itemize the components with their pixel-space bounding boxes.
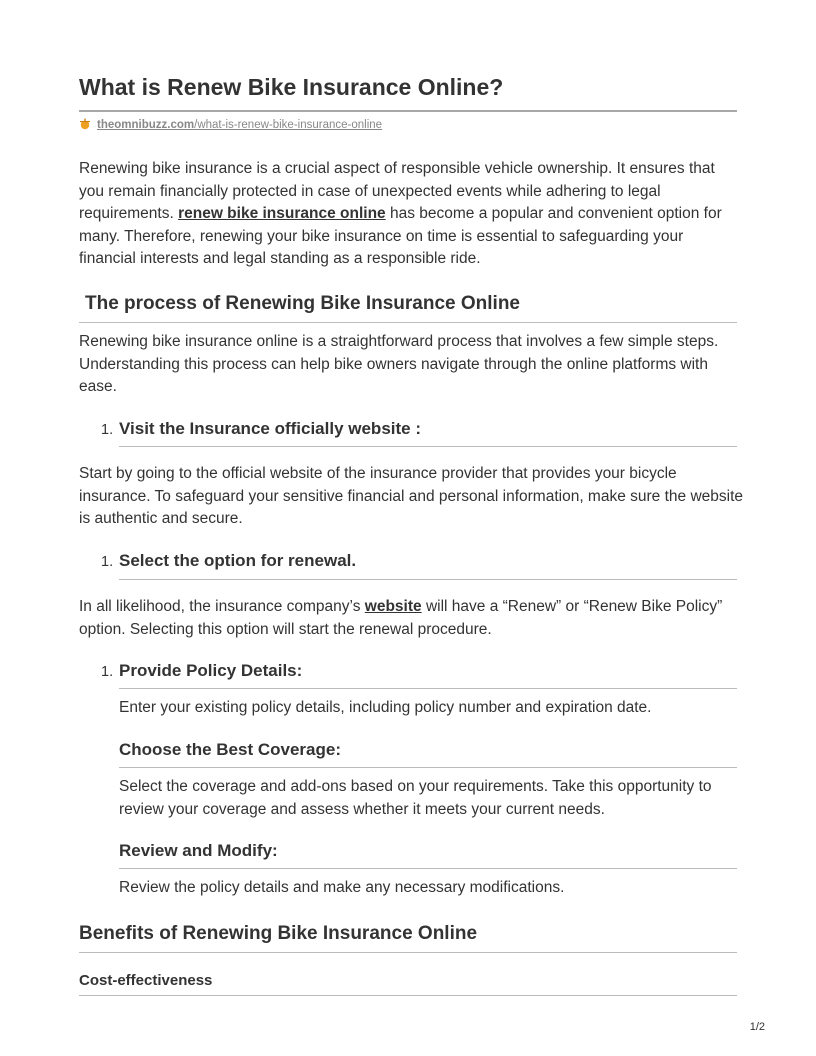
source-domain[interactable]: theomnibuzz.com (97, 119, 195, 131)
step-3-heading: Provide Policy Details: (119, 661, 303, 680)
source-path[interactable]: /what-is-renew-bike-insurance-online (194, 119, 383, 131)
substep-review-paragraph: Review the policy details and make any necessary modifications. (119, 879, 565, 896)
step-1-heading: Visit the Insurance officially website : (119, 419, 421, 438)
step-1-divider (119, 446, 737, 447)
step-2-heading: Select the option for renewal. (119, 551, 357, 570)
substep-coverage-heading: Choose the Best Coverage: (119, 740, 341, 759)
benefits-divider (79, 952, 737, 953)
benefits-heading: Benefits of Renewing Bike Insurance Online (79, 923, 478, 944)
page-number: 1/2 (749, 1021, 765, 1033)
source-link[interactable] (79, 118, 382, 131)
intro-text-end: has become a popular and convenient option for many. Therefore, renewing your bike insurance on time is essential to safeguarding your financial interests and legal standing as a responsible ride. (79, 205, 722, 268)
page-title: What is Renew Bike Insurance Online? (79, 74, 504, 100)
step-1-paragraph: Start by going to the official website of the insurance provider that provides your bicycle insurance. To safeguard your sensitive financial and personal information, make sure the website is authentic and secure. (79, 465, 744, 528)
step-3-number: 1. (101, 664, 114, 680)
renew-bike-insurance-link[interactable]: renew bike insurance online (178, 205, 386, 223)
substep-coverage-paragraph: Select the coverage and add-ons based on your requirements. Take this opportunity to review your coverage and assess whether it meets your current needs. (119, 778, 712, 818)
step-1-number: 1. (101, 422, 114, 438)
process-divider (79, 322, 737, 323)
step-2-divider (119, 579, 737, 580)
step-2-paragraph (79, 596, 744, 641)
step-2-text-end: will have a “Renew” or “Renew Bike Policy” option. Selecting this option will start the renewal procedure. (79, 598, 723, 638)
site-favicon-icon (79, 118, 91, 130)
process-heading: The process of Renewing Bike Insurance Online (85, 293, 520, 314)
website-link[interactable]: website (364, 598, 422, 615)
cost-effectiveness-heading: Cost-effectiveness (79, 972, 213, 989)
substep-review-divider (119, 868, 737, 869)
substep-review-heading: Review and Modify: (119, 841, 278, 860)
intro-paragraph (79, 158, 744, 271)
step-2-number: 1. (101, 554, 114, 570)
process-paragraph: Renewing bike insurance online is a straightforward process that involves a few simple steps. Understanding this process can help bike owners navigate through the online platforms with ease. (79, 333, 719, 396)
cost-effectiveness-divider (79, 995, 737, 996)
intro-text-start: Renewing bike insurance is a crucial aspect of responsible vehicle ownership. It ensures that you remain financially protected in case of unexpected events while adhering to legal requirements. (79, 160, 715, 223)
step-3-divider (119, 688, 737, 689)
title-divider (79, 110, 737, 112)
substep-coverage-divider (119, 767, 737, 768)
step-2-text-start: In all likelihood, the insurance company’s (79, 598, 365, 615)
step-3-paragraph: Enter your existing policy details, including policy number and expiration date. (119, 699, 652, 716)
